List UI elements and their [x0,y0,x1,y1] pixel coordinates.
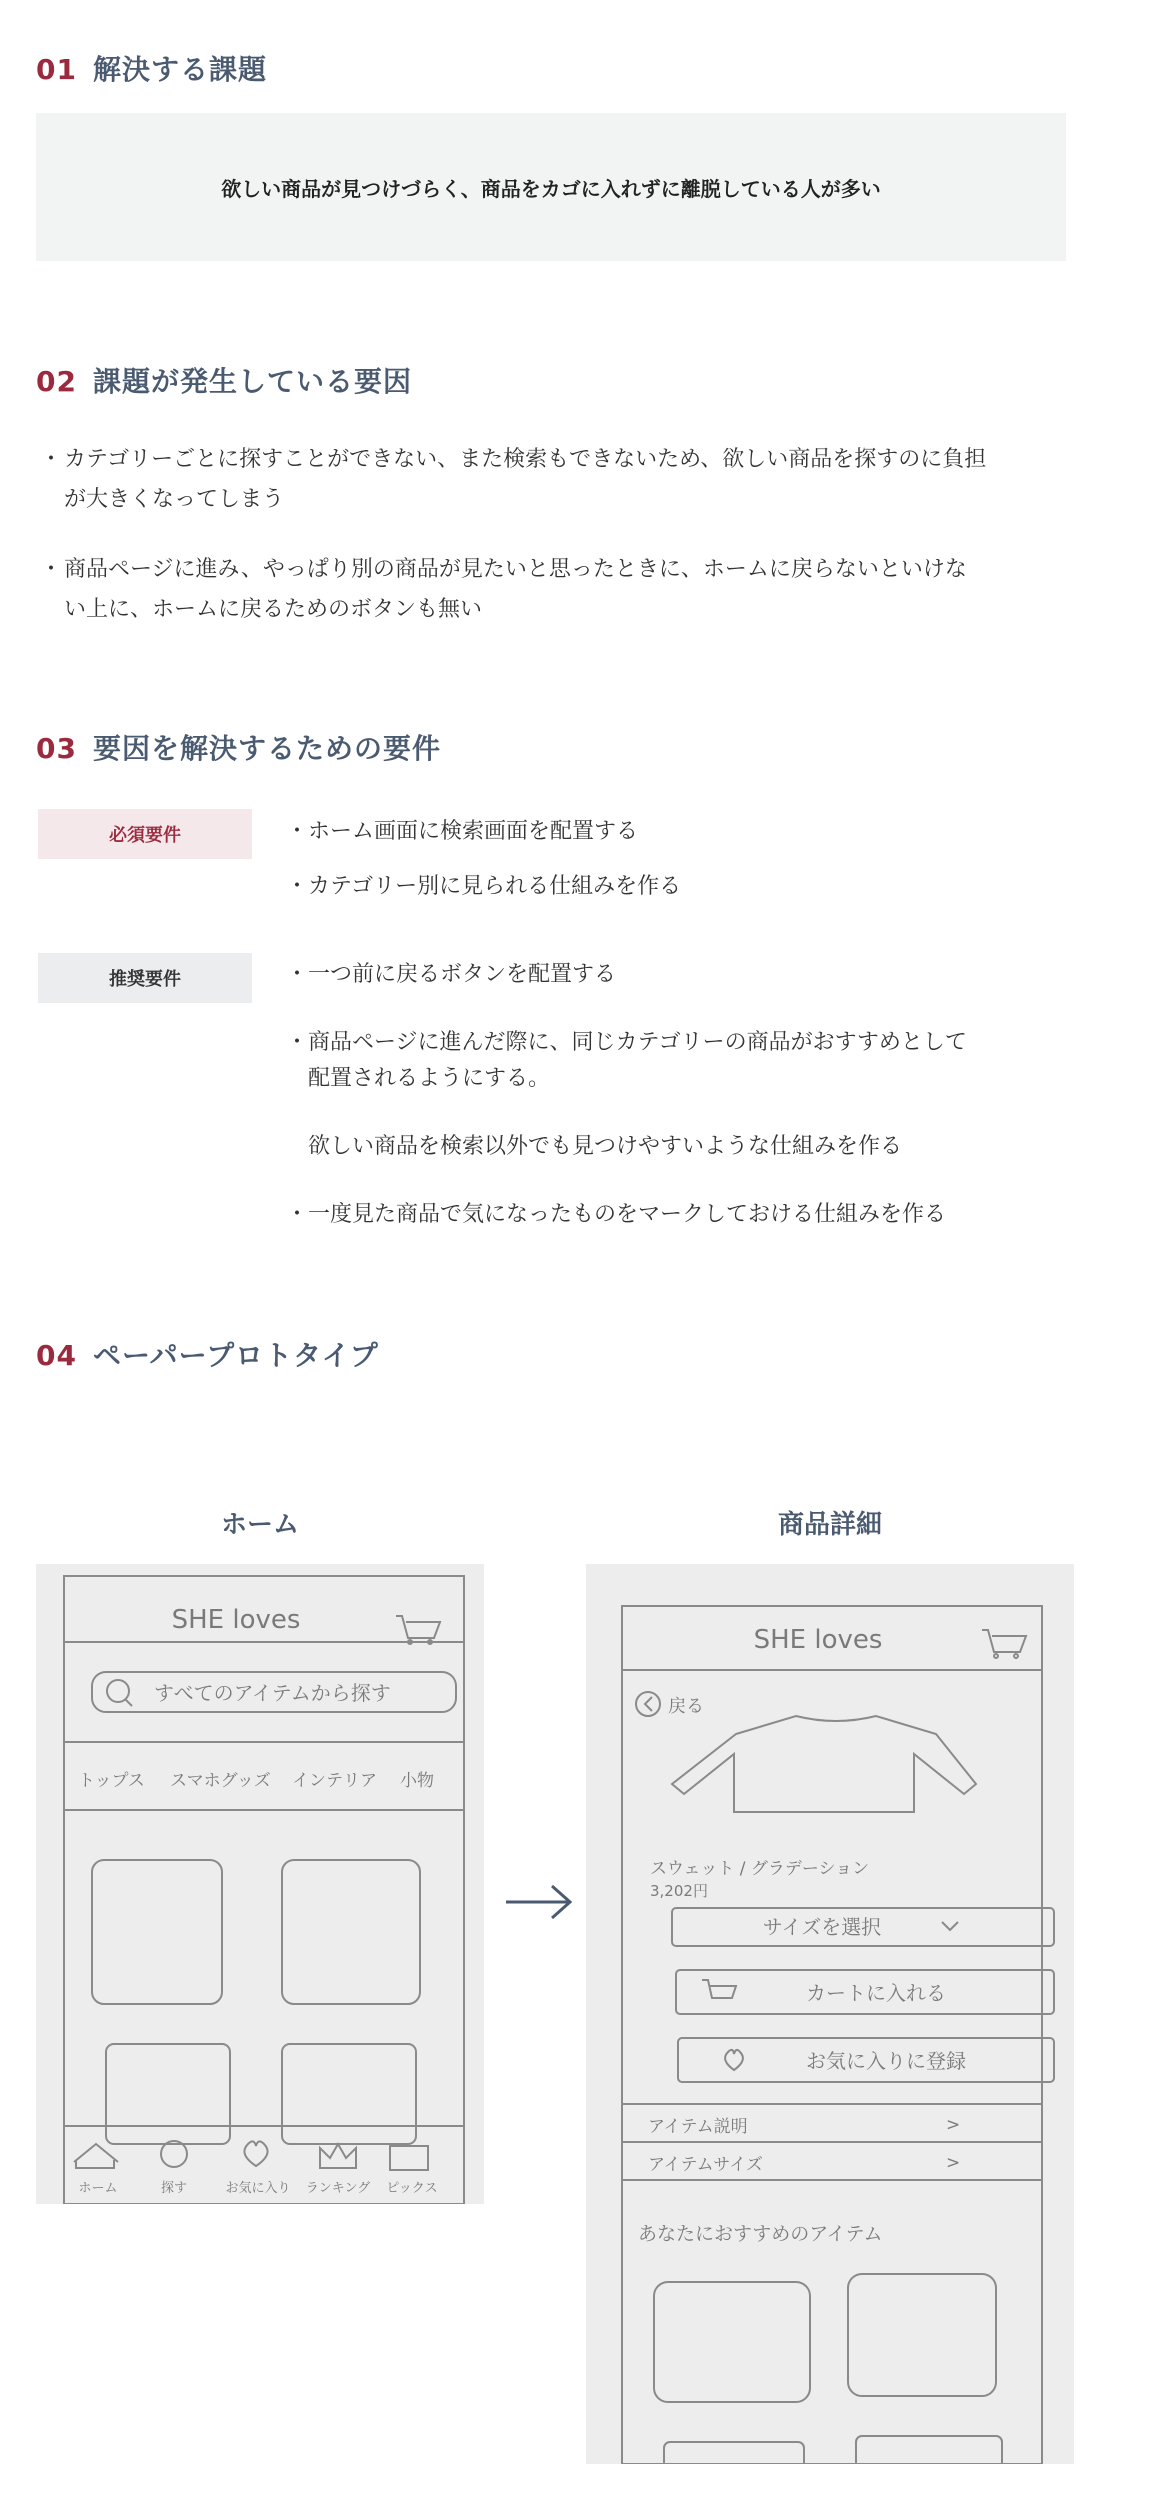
sketch-row: アイテム説明 [648,2117,748,2137]
sketch-row-arrow: > [946,2115,961,2135]
sketch-fav-button: お気に入りに登録 [806,2049,966,2073]
sketch-nav-label: お気に入り [225,2181,291,2196]
cause-item [40,550,1080,630]
transition-arrow [500,1876,580,1928]
requirement-text: 商品ページに進んだ際に、同じカテゴリーの商品がおすすめとして [308,1030,967,1055]
required-tag: 必須要件 [38,809,252,859]
recommended-tag: 推奨要件 [38,953,252,1003]
sketch-nav-label: ピックス [386,2181,438,2196]
sketch-nav-label: 探す [160,2181,188,2196]
section-01-heading [36,48,267,88]
home-screen-label: ホーム [220,1510,299,1540]
section-title: 解決する課題 [92,53,267,86]
home-sketch-drawing [36,1564,484,2204]
sketch-category: トップス [78,1771,145,1791]
section-02-heading [36,360,412,400]
sketch-cart-button: カートに入れる [806,1981,946,2005]
required-item [286,814,1076,850]
cause-text-line: カテゴリーごとに探すことができない、また検索もできないため、欲しい商品を探すのに負担 [64,447,987,472]
bullet-mark: ・ [286,819,309,844]
section-03-heading [36,727,441,767]
sketch-back-text: 戻る [668,1696,704,1717]
sketch-price: 3,202円 [650,1882,708,1900]
requirement-text: 欲しい商品を検索以外でも見つけやすいような仕組みを作る [308,1134,903,1159]
requirement-text: 配置されるようにする。 [308,1066,551,1091]
detail-sketch-drawing [586,1564,1074,2464]
sketch-logo: SHE loves [171,1605,301,1635]
required-item [286,869,1076,905]
sketch-product-name: スウェット / グラデーション [650,1859,870,1879]
sketch-nav-label: ランキング [305,2181,371,2196]
section-04-heading [36,1334,379,1374]
section-number: 03 [36,732,77,765]
sketch-size-select: サイズを選択 [762,1915,882,1939]
section-title: 要因を解決するための要件 [92,732,441,765]
sketch-row: アイテムサイズ [648,2155,763,2175]
requirement-text: 一つ前に戻るボタンを配置する [308,962,617,987]
section-number: 01 [36,53,77,86]
arrow-right-icon [500,1876,580,1928]
recommended-item [286,1197,1076,1233]
cause-text-line: が大きくなってしまう [64,487,285,512]
section-title: 課題が発生している要因 [92,365,412,398]
requirement-text: 一度見た商品で気になったものをマークしておける仕組みを作る [308,1202,947,1227]
recommended-item [286,1025,1076,1097]
section-title: ペーパープロトタイプ [92,1339,379,1372]
cause-text-line: い上に、ホームに戻るためのボタンも無い [64,597,483,622]
section-number: 04 [36,1339,77,1372]
sketch-recommend-title: あなたにおすすめのアイテム [638,2223,883,2245]
sketch-category: スマホグッズ [170,1771,271,1791]
bullet-mark: ・ [40,557,63,582]
requirement-text: ホーム画面に検索画面を配置する [308,819,639,844]
sketch-category: 小物 [400,1771,434,1791]
recommended-item-note [286,1129,1076,1165]
problem-statement-box [36,113,1066,261]
sketch-row-arrow: > [946,2153,961,2173]
bullet-mark: ・ [40,447,63,472]
cause-item [40,440,1080,520]
bullet-mark: ・ [286,1202,309,1227]
bullet-mark: ・ [286,962,309,987]
section-number: 02 [36,365,77,398]
bullet-mark: ・ [286,1030,309,1055]
home-paper-sketch [36,1564,484,2204]
problem-statement: 欲しい商品が見つけづらく、商品をカゴに入れずに離脱している人が多い [221,176,881,201]
requirement-text: カテゴリー別に見られる仕組みを作る [308,874,682,899]
detail-screen-label: 商品詳細 [777,1510,882,1540]
sketch-search-text: すべてのアイテムから探す [154,1681,391,1705]
detail-paper-sketch [586,1564,1074,2464]
sketch-category: インテリア [292,1771,377,1791]
cause-text-line: 商品ページに進み、やっぱり別の商品が見たいと思ったときに、ホームに戻らないといけな [64,557,967,582]
sketch-nav-label: ホーム [78,2181,118,2196]
recommended-item [286,957,1076,993]
bullet-mark: ・ [286,874,309,899]
sketch-logo: SHE loves [753,1625,883,1655]
